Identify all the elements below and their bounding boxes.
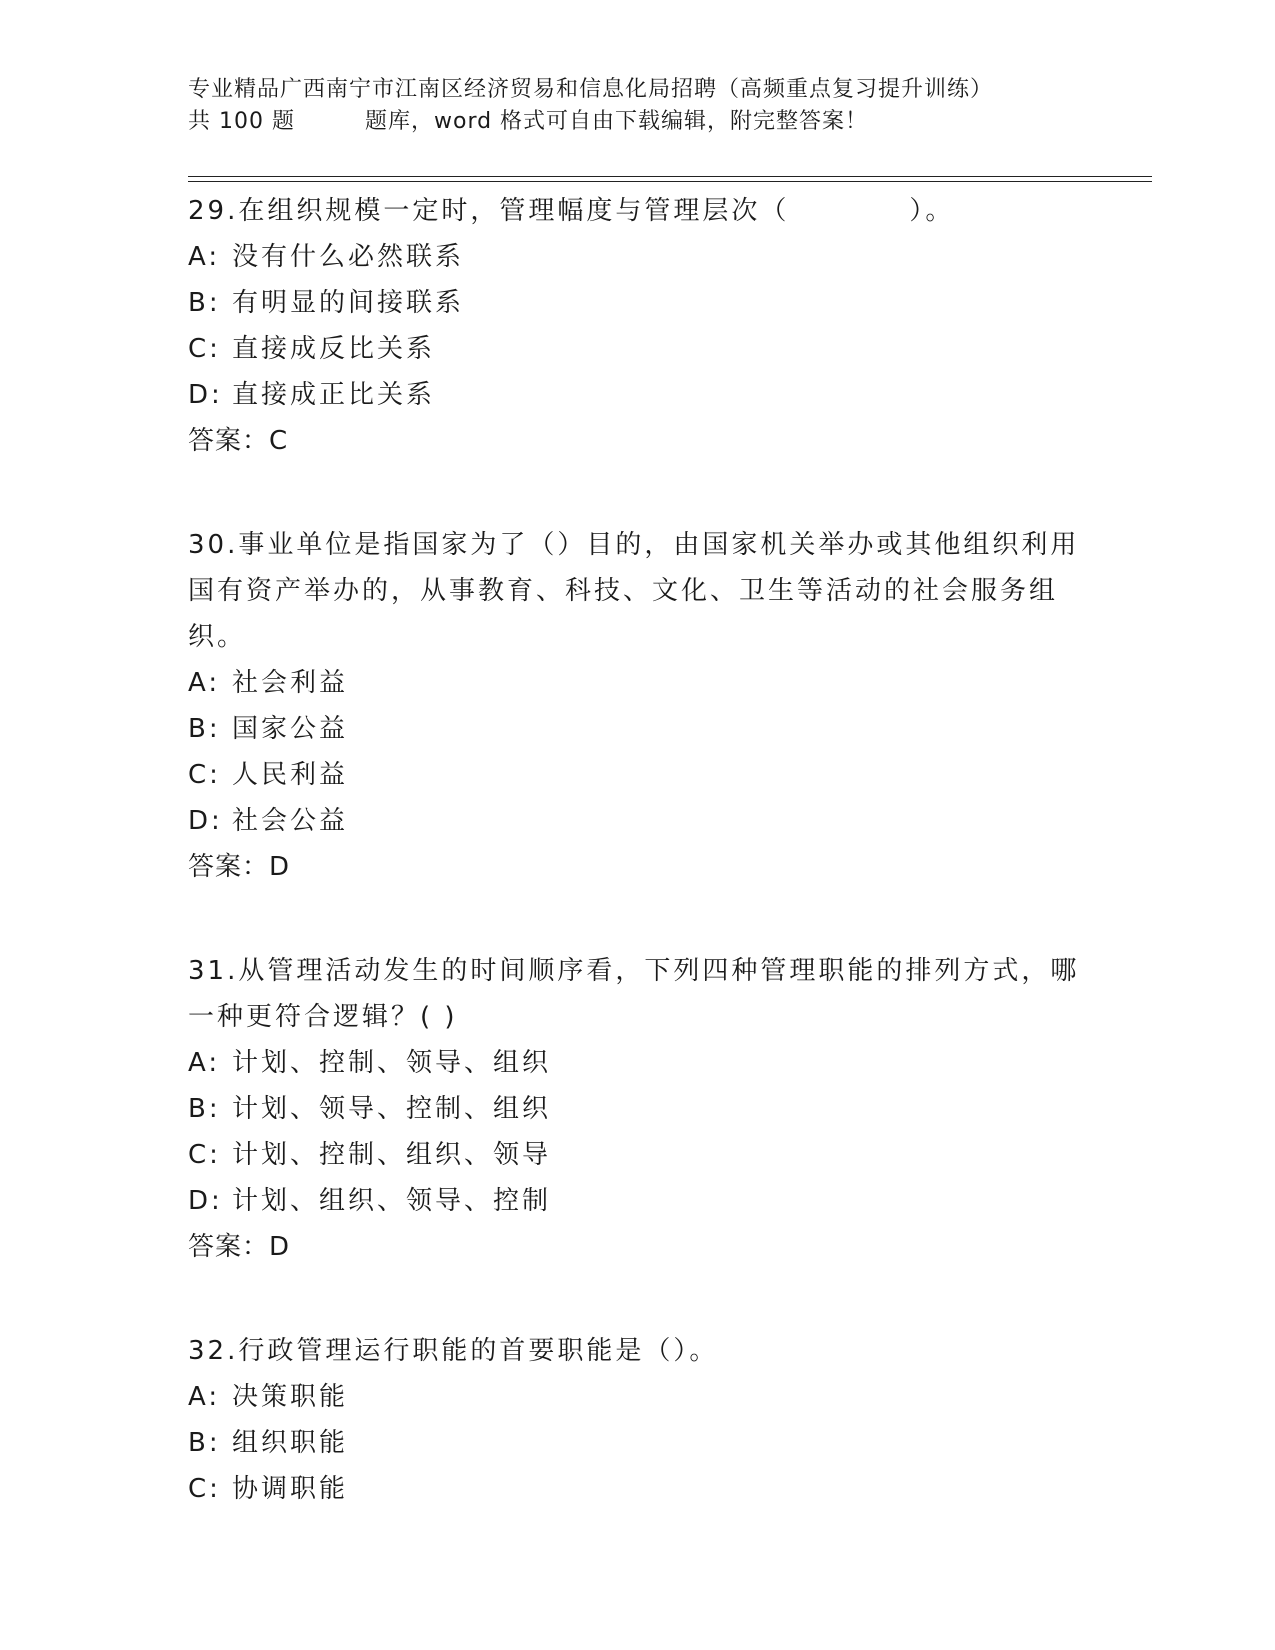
question-list [188, 188, 1088, 1570]
question-stem-line: 30.事业单位是指国家为了（）目的，由国家机关举办或其他组织利用 [188, 530, 1080, 560]
option-b: B: 组织职能 [188, 1428, 349, 1458]
header-divider-bottom [188, 181, 1152, 182]
option-c: C: 人民利益 [188, 760, 349, 790]
option-c: C: 直接成反比关系 [188, 334, 436, 364]
option-d: D: 直接成正比关系 [188, 380, 436, 410]
question-count: 共 100 题 [188, 109, 295, 134]
answer: 答案：D [188, 1232, 291, 1262]
option-b: B: 有明显的间接联系 [188, 288, 465, 318]
option-d: D: 计划、组织、领导、控制 [188, 1186, 552, 1216]
question-32 [188, 1328, 1088, 1512]
question-stem-line: 31.从管理活动发生的时间顺序看，下列四种管理职能的排列方式，哪 [188, 956, 1080, 986]
answer: 答案：C [188, 426, 289, 456]
question-stem-line: 32.行政管理运行职能的首要职能是（）。 [188, 1336, 719, 1366]
option-a: A: 计划、控制、领导、组织 [188, 1048, 552, 1078]
document-note: 题库，word 格式可自由下载编辑，附完整答案！ [364, 109, 869, 134]
question-stem-line: 国有资产举办的，从事教育、科技、文化、卫生等活动的社会服务组 [188, 576, 1059, 606]
option-a: A: 没有什么必然联系 [188, 242, 465, 272]
header-divider-top [188, 176, 1152, 177]
question-29 [188, 188, 1088, 464]
option-c: C: 协调职能 [188, 1474, 349, 1504]
option-a: A: 决策职能 [188, 1382, 349, 1412]
option-a: A: 社会利益 [188, 668, 349, 698]
question-31 [188, 948, 1088, 1270]
question-stem: 29.在组织规模一定时，管理幅度与管理层次（ ）。 [188, 196, 955, 226]
question-stem-line: 织。 [188, 622, 247, 652]
option-c: C: 计划、控制、组织、领导 [188, 1140, 552, 1170]
answer: 答案：D [188, 852, 291, 882]
document-header [188, 74, 1148, 138]
document-subtitle [188, 106, 1148, 138]
option-b: B: 计划、领导、控制、组织 [188, 1094, 552, 1124]
question-stem-line: 一种更符合逻辑？( ) [188, 1002, 458, 1032]
document-title: 专业精品广西南宁市江南区经济贸易和信息化局招聘（高频重点复习提升训练） [188, 77, 994, 102]
option-d: D: 社会公益 [188, 806, 349, 836]
option-b: B: 国家公益 [188, 714, 349, 744]
question-30 [188, 522, 1088, 890]
